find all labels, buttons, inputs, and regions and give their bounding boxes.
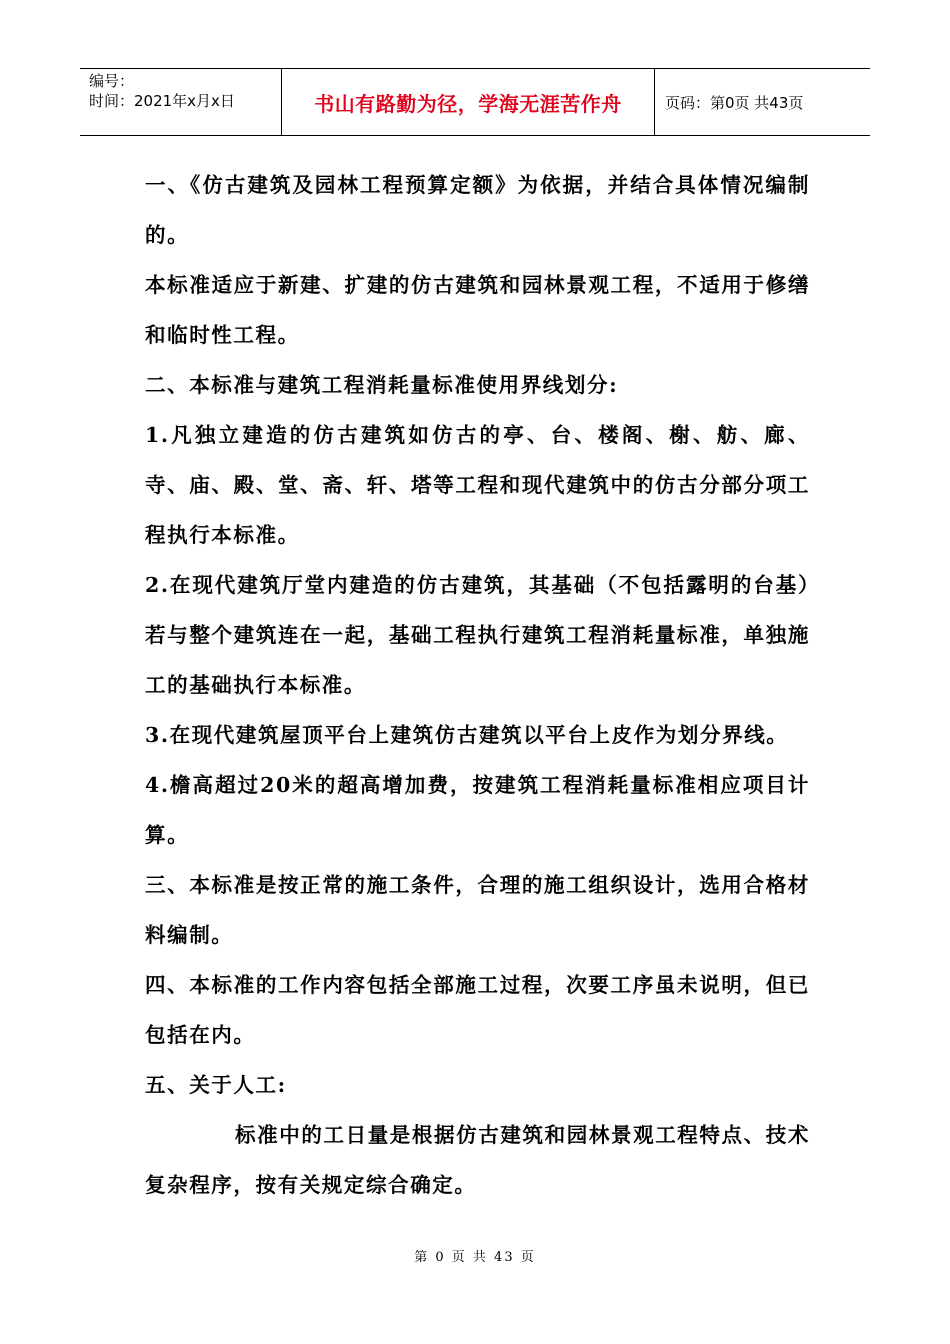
header-meta — [80, 69, 282, 135]
paragraph-indented: 标准中的工日量是根据仿古建筑和园林景观工程特点、技术复杂程序，按有关规定综合确定。 — [145, 1123, 810, 1197]
document-date: 时间：2021年x月x日 — [89, 92, 235, 110]
paragraph: 4.檐高超过20米的超高增加费，按建筑工程消耗量标准相应项目计算。 — [145, 773, 810, 847]
paragraph: 五、关于人工: — [145, 1073, 287, 1097]
paragraph: 1.凡独立建造的仿古建筑如仿古的亭、台、楼阁、榭、舫、廊、寺、庙、殿、堂、斋、轩、塔等工程和现代建筑中的仿古分部分项工程执行本标准。 — [145, 423, 810, 547]
paragraph: 本标准适应于新建、扩建的仿古建筑和园林景观工程，不适用于修缮和临时性工程。 — [145, 273, 810, 347]
header-motto: 书山有路勤为径，学海无涯苦作舟 — [282, 69, 655, 135]
page-footer: 第 0 页 共 43 页 — [414, 1250, 536, 1265]
paragraph: 一、《仿古建筑及园林工程预算定额》为依据，并结合具体情况编制的。 — [145, 173, 810, 247]
document-number-label: 编号： — [89, 72, 135, 90]
paragraph: 3.在现代建筑屋顶平台上建筑仿古建筑以平台上皮作为划分界线。 — [145, 723, 789, 747]
header-page-info: 页码：第0页 共43页 — [665, 93, 804, 112]
paragraph: 四、本标准的工作内容包括全部施工过程，次要工序虽未说明，但已包括在内。 — [145, 973, 810, 1047]
paragraph: 二、本标准与建筑工程消耗量标准使用界线划分: — [145, 373, 619, 397]
document-header — [80, 68, 870, 136]
paragraph: 2.在现代建筑厅堂内建造的仿古建筑，其基础（不包括露明的台基）若与整个建筑连在一起，基础工程执行建筑工程消耗量标准，单独施工的基础执行本标准。 — [145, 573, 810, 697]
paragraph: 三、本标准是按正常的施工条件，合理的施工组织设计，选用合格材料编制。 — [145, 873, 810, 947]
document-body — [145, 160, 810, 1210]
